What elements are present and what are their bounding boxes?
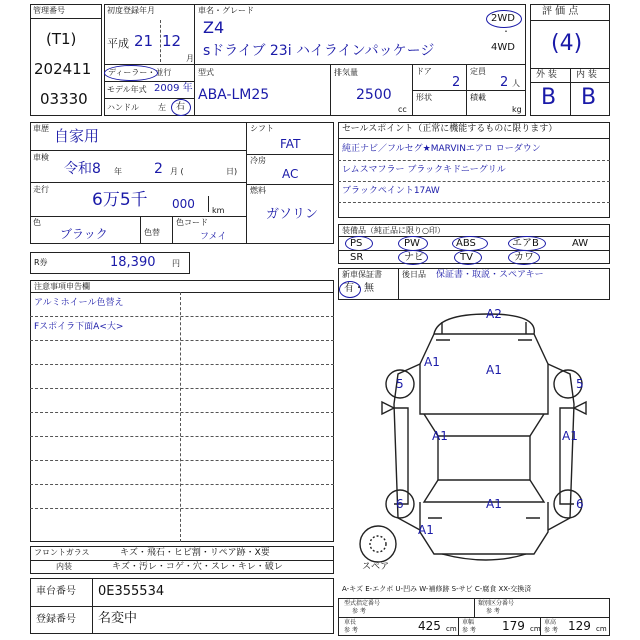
length-ref: 参 考 xyxy=(344,627,358,634)
selling-line-2: レムスマフラー ブラックキドニーグリル xyxy=(342,165,506,175)
inspection-day-unit: 日) xyxy=(226,167,238,176)
equip-navi: ナビ xyxy=(404,252,424,263)
mileage-label: 走行 xyxy=(33,185,49,194)
front-glass-label: フロントガラス xyxy=(34,548,90,557)
type-label: 型式 xyxy=(198,68,214,77)
ac-value: AC xyxy=(282,167,299,181)
usage-value: 自家用 xyxy=(54,127,100,145)
mark-hood: A1 xyxy=(486,363,502,377)
registration-label: 登録番号 xyxy=(36,614,76,625)
model-year-value: 2009 年 xyxy=(154,83,193,94)
reg-month: 12 xyxy=(162,32,182,50)
mark-wheel-fr: 5 xyxy=(576,377,584,391)
chassis-value: 0E355534 xyxy=(98,584,165,599)
mgmt-v2: 202411 xyxy=(34,60,92,78)
width-label: 車幅 xyxy=(462,619,475,626)
model-year-label: モデル年式 xyxy=(107,85,147,94)
interior-label: 内装 xyxy=(56,562,72,571)
car-label: 車名・グレード xyxy=(198,6,254,15)
color-change-label: 色替 xyxy=(144,228,160,237)
drive-2wd-circle xyxy=(486,10,522,28)
car-grade: sドライブ 23i ハイラインパッケージ xyxy=(203,43,435,59)
length-label: 車長 xyxy=(344,619,357,626)
dealer-text: ディーラー・並行 xyxy=(108,68,172,77)
type-code-label: 型式指定番号 xyxy=(344,600,381,607)
shift-label: シフト xyxy=(250,124,274,133)
dealer-circle xyxy=(104,65,158,81)
equip-label: 装備品（純正品に限り○印） xyxy=(342,226,445,235)
warranty-value: 有・無 xyxy=(344,283,374,294)
drive-2wd: 2WD xyxy=(491,13,515,24)
shift-value: FAT xyxy=(280,137,301,151)
notes-box xyxy=(30,280,334,542)
equip-tv: TV xyxy=(460,252,473,263)
inspection-era: 令和8 xyxy=(64,161,101,177)
mark-wheel-fl: 5 xyxy=(396,377,404,391)
displacement-label: 排気量 xyxy=(334,68,358,77)
color-code: フメイ xyxy=(200,232,227,242)
inspection-label: 車検 xyxy=(33,153,49,162)
mileage-value: 6万5千 xyxy=(92,190,148,210)
type-code-ref: 参 考 xyxy=(352,608,366,615)
mark-rear-left: A1 xyxy=(418,523,434,537)
doors-label: ドア xyxy=(416,67,432,76)
score-ext-label: 外 装 xyxy=(536,70,557,80)
load-unit: kg xyxy=(512,105,522,114)
later-value: 保証書・取説・スペアキー xyxy=(436,270,544,280)
height-value: 129 xyxy=(568,619,591,633)
selling-line-3: ブラックペイント17AW xyxy=(342,186,440,196)
notes-line-2: Fスポイラ下面A<大> xyxy=(34,322,124,332)
reg-year: 21 xyxy=(134,32,154,50)
color-code-label: 色コード xyxy=(176,218,208,227)
mileage-rest: 000 xyxy=(172,197,195,211)
color-label: 色 xyxy=(33,218,41,227)
main-box xyxy=(104,4,526,116)
score-ext: B xyxy=(541,85,557,110)
doors-value: 2 xyxy=(452,75,461,90)
damage-legend: A-キズ E-エクボ U-凹み W-補修跡 S-サビ C-腐食 XX-交換済 xyxy=(342,585,532,593)
mark-wheel-rr: 6 xyxy=(576,497,584,511)
color-value: ブラック xyxy=(60,227,108,241)
recycle-unit: 円 xyxy=(172,259,180,268)
class-code-ref: 参 考 xyxy=(486,608,500,615)
mgmt-v1: (T1) xyxy=(46,30,77,48)
selling-line-1: 純正ナビ／フルセグ★MARVINエアロ ローダウン xyxy=(342,144,541,154)
fuel-label: 燃料 xyxy=(250,186,266,195)
capacity-unit: 人 xyxy=(512,79,520,88)
width-unit: cm xyxy=(530,625,541,633)
displacement-value: 2500 xyxy=(356,87,392,103)
mark-right-side: A1 xyxy=(562,429,578,443)
notes-label: 注意事項申告欄 xyxy=(34,282,90,291)
class-code-label: 類別区分番号 xyxy=(478,600,515,607)
mark-left-side: A1 xyxy=(432,429,448,443)
recycle-label: R券 xyxy=(34,258,48,267)
shape-label: 形状 xyxy=(416,93,432,102)
handle-right-circle xyxy=(171,99,191,116)
height-unit: cm xyxy=(596,625,607,633)
fuel-value: ガソリン xyxy=(266,207,319,222)
capacity-label: 定員 xyxy=(470,67,486,76)
reg-label: 初度登録年月 xyxy=(107,6,155,15)
notes-line-1: アルミホイール色替え xyxy=(34,298,124,308)
equip-aw: AW xyxy=(572,238,589,249)
mgmt-v3: 03330 xyxy=(40,90,88,108)
inspection-year-unit: 年 xyxy=(114,167,122,176)
mark-trunk: A1 xyxy=(486,497,502,511)
ac-label: 冷房 xyxy=(250,156,266,165)
drive-4wd: 4WD xyxy=(491,42,515,53)
interior-value: キズ・汚レ・コゲ・穴・スレ・キレ・破レ xyxy=(112,562,283,572)
later-label: 後日品 xyxy=(402,270,426,279)
warranty-yes-circle xyxy=(339,281,361,298)
inspection-month: 2 xyxy=(154,161,163,177)
recycle-value: 18,390 xyxy=(110,255,156,270)
mgmt-label: 管理番号 xyxy=(33,6,65,15)
chassis-label: 車台番号 xyxy=(36,586,76,597)
score-label: 評 価 点 xyxy=(542,6,579,17)
length-value: 425 xyxy=(418,619,441,633)
height-ref: 参 考 xyxy=(544,627,558,634)
handle-right: 右 xyxy=(176,102,186,112)
registration-value: 名変中 xyxy=(98,611,138,626)
equip-abs: ABS xyxy=(456,238,476,249)
equip-leather: カワ xyxy=(514,252,534,263)
warranty-label: 新車保証書 xyxy=(342,270,382,279)
spare-label: スペア xyxy=(362,562,390,572)
drive-sep: ・ xyxy=(502,27,510,36)
handle-label: ハンドル xyxy=(107,103,139,112)
height-label: 車高 xyxy=(544,619,557,626)
equip-sr: SR xyxy=(350,252,364,263)
width-ref: 参 考 xyxy=(462,627,476,634)
reg-month-unit: 月 xyxy=(186,54,194,63)
displacement-unit: cc xyxy=(398,105,407,114)
width-value: 179 xyxy=(502,619,525,633)
mark-front: A2 xyxy=(486,307,502,321)
mark-wheel-rl: 6 xyxy=(396,497,404,511)
car-name: Z4 xyxy=(203,18,225,37)
mileage-unit: km xyxy=(212,206,225,215)
length-unit: cm xyxy=(446,625,457,633)
equip-ps: PS xyxy=(350,238,363,249)
type-value: ABA-LM25 xyxy=(198,87,270,103)
load-label: 積載 xyxy=(470,93,486,102)
reg-era: 平成 xyxy=(107,37,129,50)
equip-pw: PW xyxy=(404,238,420,249)
score-int-label: 内 装 xyxy=(576,70,597,80)
score-value: (4) xyxy=(551,31,583,56)
equip-airb: エアB xyxy=(512,238,539,249)
usage-label: 車歴 xyxy=(33,124,49,133)
score-int: B xyxy=(581,85,597,110)
inspection-month-unit: 月 ( xyxy=(170,167,184,176)
front-glass-value: キズ・飛石・ヒビ割・リペア跡・X要 xyxy=(120,548,270,558)
selling-label: セールスポイント（正常に機能するものに限ります） xyxy=(342,124,558,134)
mark-front-left: A1 xyxy=(424,355,440,369)
handle-left: 左 xyxy=(158,103,166,112)
capacity-value: 2 xyxy=(500,75,509,90)
